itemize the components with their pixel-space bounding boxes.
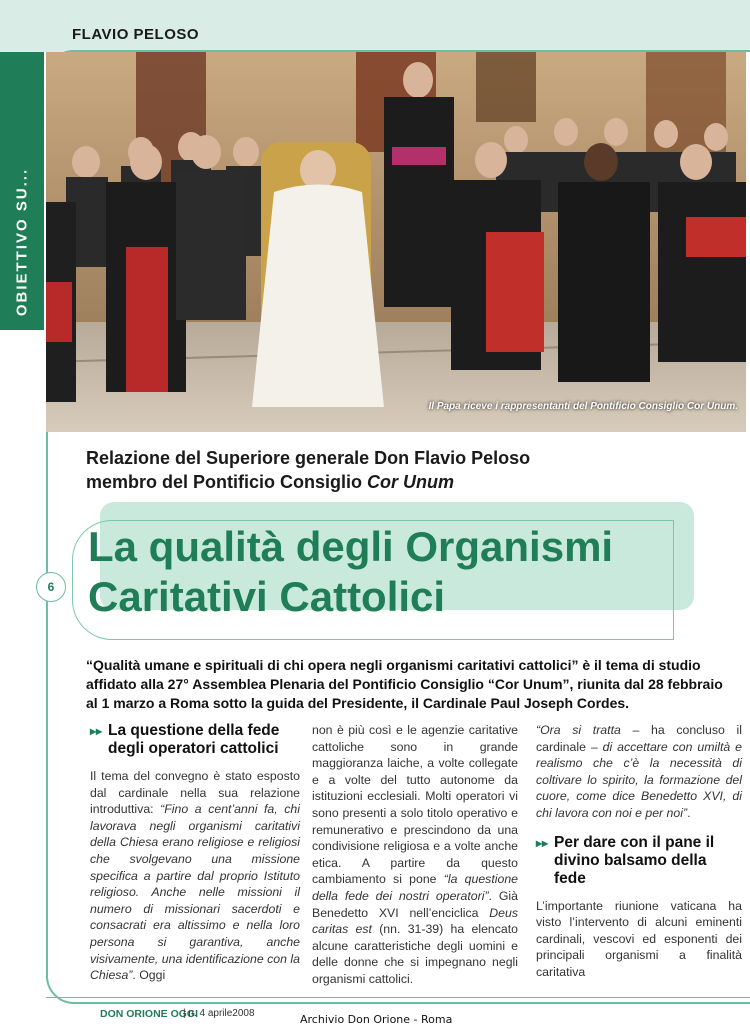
title-line1: La qualità degli Organismi: [88, 523, 614, 570]
section-heading-text: La questione della fede degli operatori cattolici: [108, 722, 280, 757]
text-run: . Già Benedetto XVI nell’enciclica: [312, 888, 518, 920]
issue-info: | n. 4 aprile2008: [183, 1008, 255, 1019]
text-run: .: [687, 805, 691, 820]
column-1: [90, 722, 300, 984]
article-subtitle: [86, 446, 646, 494]
photo-illustration: [46, 52, 746, 432]
title-line2: Caritativi Cattolici: [88, 573, 446, 620]
quote-run: di accettare con umiltà e realismo che c’è la necessità di coltivare lo spirito, la formazione del cuore, come dice Benedetto XVI, di chi lavora con noi e per noi”: [536, 739, 742, 820]
article-title: [88, 522, 688, 622]
section-heading-text: Per dare con il pane il divino balsamo della fede: [554, 833, 715, 887]
author-name: FLAVIO PELOSO: [72, 26, 200, 43]
section-heading: [536, 834, 742, 888]
paragraph: L’importante riunione vaticana ha visto l’intervento di alcuni eminenti cardinali, vescovi ed esponenti dei principali organismi a finalità caritativa: [536, 898, 742, 979]
column-2: [312, 722, 518, 988]
encyclical-title: Deus caritas est: [312, 905, 518, 937]
text-run: . Oggi: [132, 968, 166, 983]
section-tab-label: OBIETTIVO SU...: [13, 167, 31, 317]
text-run: non è più così e le agenzie caritative cattoliche sono in grande maggioranza laiche, a volte collegate e a volte del tutto autonome da istituzioni ecclesiali. Molti operatori vi sono presenti a solo titolo operativo e remunerativo e prescindono da una condivisione religiosa e a volte anche etica. A partire da questo cambiamento si pone: [312, 723, 518, 887]
archive-credit: Archivio Don Orione - Roma: [300, 1013, 453, 1026]
paragraph: [312, 722, 518, 988]
magazine-name: DON ORIONE OGGI: [100, 1008, 199, 1020]
text-run: (nn. 31-39) ha elencato alcune caratteristiche degli uomini e delle donne che si impegnano negli organismi cattolici.: [312, 922, 518, 986]
footer-divider: [46, 997, 750, 998]
paragraph: [536, 722, 742, 822]
double-arrow-icon: ▸▸: [536, 835, 549, 850]
group-photo: [46, 52, 746, 432]
text-run: Il tema del convegno è stato esposto dal cardinale nella sua relazione introduttiva:: [90, 769, 300, 817]
quote-run: “Ora si tratta: [536, 723, 621, 737]
article-lead: “Qualità umane e spirituali di chi opera negli organismi caritativi cattolici” è il tema di studio affidato alla 27° Assemblea Plenaria del Pontificio Consiglio “Cor Unum”, riunita dal 28 febbraio al 1 marzo a Roma sotto la guida del Presidente, il Cardinale Paul Joseph Cordes.: [86, 657, 723, 711]
subtitle-line2-text: membro del Pontificio Consiglio: [86, 472, 368, 492]
page-number: 6: [36, 572, 66, 602]
text-run: – ha concluso il cardinale –: [536, 723, 742, 754]
paragraph: [90, 768, 300, 984]
quote-run: “Fino a cent’anni fa, chi lavorava negli organismi caritativi della Chiesa erano religiose e religiosi che svolgevano una missione specifica a partire dal proprio Istituto religioso. Anche nelle missioni il numero di missionari sacerdoti e consacrati era altissimo e nella loro persona si garantiva, anche visivamente, una identificazione con la Chiesa”: [90, 802, 300, 983]
photo-caption: Il Papa riceve i rappresentanti del Pontificio Consiglio Cor Unum.: [428, 401, 738, 412]
double-arrow-icon: ▸▸: [90, 724, 103, 738]
subtitle-line1: Relazione del Superiore generale Don Flavio Peloso: [86, 448, 531, 468]
column-3: [536, 722, 742, 981]
section-heading: [90, 722, 300, 758]
section-tab: [0, 52, 44, 330]
subtitle-line2: [86, 470, 646, 494]
quote-run: “la questione della fede dei nostri operatori”: [312, 872, 518, 903]
subtitle-line2-italic: Cor Unum: [367, 472, 455, 492]
